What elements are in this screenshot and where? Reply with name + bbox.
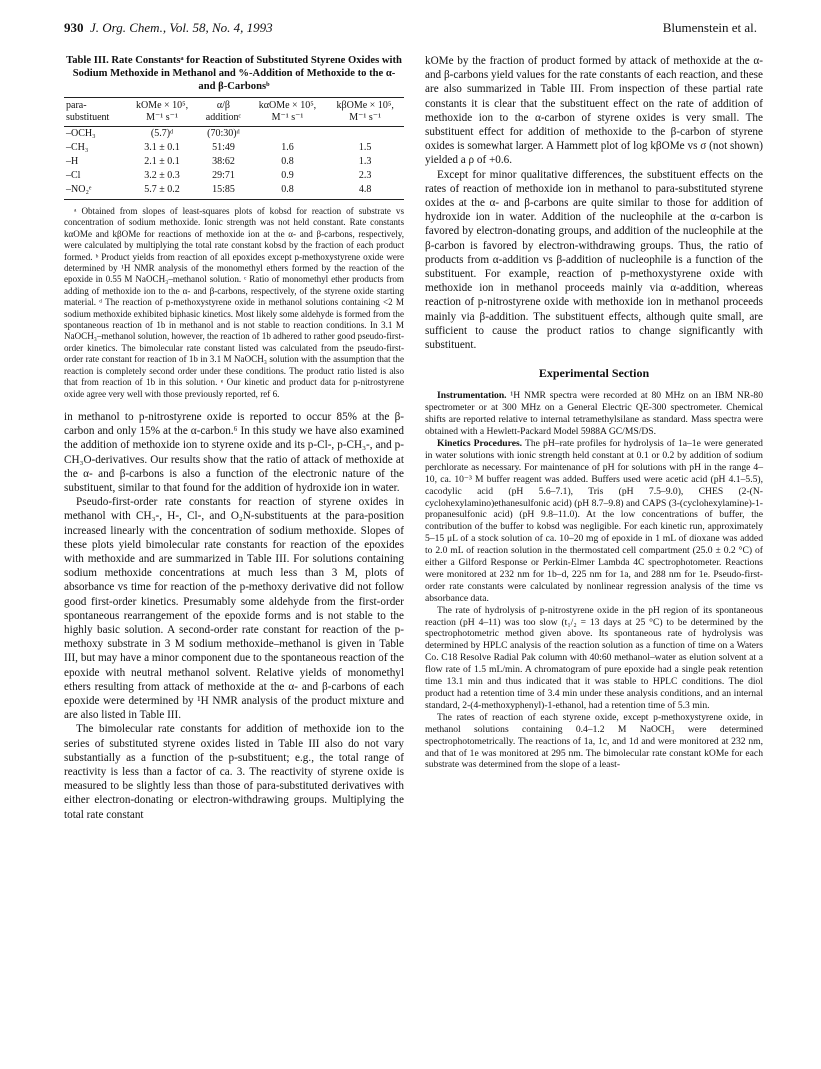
rate-constants-table (64, 97, 404, 200)
table-row (64, 183, 404, 200)
table-caption: Table III. Rate Constantsᵃ for Reaction of Substituted Styrene Oxides with Sodium Methoxide in Methanol and %-Addition of Methoxide to the α- and β-Carbonsᵇ (66, 55, 402, 92)
table-header-cell: kβOMe × 10⁵, M⁻¹ s⁻¹ (326, 98, 404, 127)
table-header-cell: kOMe × 10⁵, M⁻¹ s⁻¹ (126, 98, 199, 127)
paragraph-body: The pH–rate profiles for hydrolysis of 1a–1e were generated in water solutions with ionic strength held constant at 0.1 or 0.2 by addition of sodium perchlorate as necessary. For maintenance of pH for solutions with pH in the range 4–10, ca. 10⁻³ M buffer reagent was added. Buffers used were acetic acid (pH 4.1–5.5), cacodylic acid (pH 5.6–7.1), Tris (pH 7.5–9.0), CHES (2-(N-cyclohexylamino)ethanesulfonic acid) (pH 8.7–9.8) and CAPS (3-(cyclohexylamine)-1-propanesulfonic acid) (pH 9.8–11.0). At the low concentrations of buffer, the contribution of the buffer to kobsd was negligible. For each kinetic run, approximately 5–15 μL of a stock solution of ca. 10–20 mg of epoxide in 1 mL of dioxane was added to 2.0 mL of reaction solution in the thermostated cell compartment (25.0 ± 0.2 °C) of either a Gilford Response or Perkin-Elmer Lambda 4C spectrophotometer. Reactions were monitored at 232 nm for 1b–d, 225 nm for 1a, and 288 nm for 1e. Pseudo-first-order rate constants were calculated by nonlinear regression analysis of the time vs absorbance data. (425, 437, 763, 604)
table-cell: 3.1 ± 0.1 (144, 142, 180, 153)
table-cell: 29:71 (212, 170, 235, 181)
paragraph: Except for minor qualitative differences, the substituent effects on the rates of reaction of methoxide ion in methanol to para-substituted styrene oxides at the α- and β-carbons are quite similar to those for addition of hydroxide ion in water. Addition of the nucleophile at the α-carbon is favored by electron-donating groups, and addition of the nucleophile at the β-carbon is favored by electron-withdrawing groups. Thus, the ratio of products from α-addition vs β-addition of nucleophile is a function of the substituent. For example, reaction of p-methoxystyrene oxide with methoxide ion in methanol proceeds mainly via α-addition, whereas reaction of p-nitrostyrene oxide with methoxide ion in methanol proceeds mainly via β-addition. The substituent effects, although quite small, are sufficient to cause the product ratios to change significantly with substituent. (425, 168, 763, 352)
paragraph (425, 438, 763, 605)
table-cell: 15:85 (198, 183, 248, 200)
table-row (64, 169, 404, 183)
table-row (64, 127, 404, 142)
table-row (64, 155, 404, 169)
running-head (64, 20, 757, 40)
table-cell: 5.7 ± 0.2 (126, 183, 199, 200)
paragraph-body: ¹H NMR spectra were recorded at 80 MHz on an IBM NR-80 spectrometer or at 300 MHz on a General Electric QE-300 spectrometer. Chemical shifts are reported relative to internal tetramethylsilane as standard. Mass spectra were obtained with a Hewlett-Packard Model 5988A GC/MS/DS. (425, 390, 763, 438)
table-header-cell: para-substituent (64, 98, 126, 127)
paragraph-lead: Instrumentation. (437, 390, 507, 402)
running-head-authors: Blumenstein et al. (662, 20, 757, 35)
experimental-text (425, 390, 763, 771)
left-body-text (64, 410, 404, 822)
table-cell: –H (66, 156, 79, 167)
table-header-row (64, 98, 404, 127)
table-cell: 51:49 (212, 142, 235, 153)
journal-name: J. Org. Chem., (90, 20, 167, 35)
table-cell: (5.7)ᵈ (150, 128, 174, 139)
running-head-left (64, 20, 273, 36)
table-cell: –Cl (66, 170, 81, 181)
table-cell: –OCH₃ (66, 128, 96, 139)
paragraph: kOMe by the fraction of product formed by attack of methoxide at the α- and β-carbons yield values for the rate constants of each reaction, and these are also summarized in Table III. From inspection of these partial rate constants it is clear that the substituent effect on the rate of addition of methoxide ion to the α-carbon of styrene oxides is very small. The substituent effect for addition of methoxide to the β-carbon of styrene oxides is somewhat larger. A Hammett plot of log kβOMe vs σ (not shown) yielded a ρ of +0.6. (425, 55, 763, 167)
right-column (425, 54, 763, 771)
table-cell: 0.9 (281, 170, 294, 181)
table-cell: 1.5 (358, 142, 372, 153)
table-cell: 0.8 (281, 156, 294, 167)
table-header-cell: α/β additionᶜ (198, 98, 248, 127)
table-header-cell: kαOMe × 10⁵, M⁻¹ s⁻¹ (249, 98, 327, 127)
page-number: 930 (64, 20, 84, 35)
left-column (64, 54, 404, 822)
table-footnotes: ᵃ Obtained from slopes of least-squares plots of kobsd for reaction of substrate vs concentration of sodium methoxide. Ionic strength was not held constant. Rate constants kαOMe and kβOMe for reactions of methoxide ion at the α- and β-carbons, respectively, were calculated by multiplying the total rate constant kobsd by the fraction of each product formed. ᵇ Product yields from reaction of all epoxides except p-methoxystyrene oxide were determined by ¹H NMR analysis of the monomethyl ethers formed by the reaction of the epoxide in 0.55 M NaOCH₃–methanol solution. ᶜ Ratio of monomethyl ether products from adding of methoxide ion to the α- and β-carbons, respectively, of the styrene oxide starting material. ᵈ The reaction of p-methoxystyrene oxide in methanol solutions containing <2 M sodium methoxide exhibited biphasic kinetics. Most likely some aldehyde is formed from the spontaneous reaction of 1b in methanol and is not stable to reaction conditions. In 3.1 M NaOCH₃–methanol solution, however, the reaction of 1b adhered to rather good pseudo-first-order kinetics. The bimolecular rate constant listed was calculated from the pseudo-first-order rate constant for reaction of 1b in 3.1 M NaOCH₃ solution with the assumption that the reaction is completely second order under these conditions. The product ratio listed is also that from reaction of 1b in this solution. ᵉ Our kinetic and product data for p-nitrostyrene oxide agree very well with those previously reported, ref 6. (64, 206, 404, 399)
table-cell: –CH₃ (66, 142, 89, 153)
table-cell: 2.3 (358, 170, 372, 181)
paragraph-lead: Kinetics Procedures. (437, 437, 523, 449)
paragraph: The rates of reaction of each styrene oxide, except p-methoxystyrene oxide, in methanol solutions containing 0.4–1.2 M NaOCH₃ were determined spectrophotometrically. The reactions of 1a, 1c, and 1d and were monitored at 232 nm, and that of 1e was monitored at 295 nm. The bimolecular rate constant kOMe for each substrate was determined from the slope of a least- (425, 711, 763, 771)
table-cell (249, 127, 327, 142)
paragraph: The rate of hydrolysis of p-nitrostyrene oxide in the pH region of its spontaneous reaction (pH 4–11) was too slow (t₁/₂ = 13 days at 25 °C) to be determined by the spectrophotometric method given above. Its spontaneous rate of hydrolysis was determined by HPLC analysis of the reaction solution as a function of time on a Waters Co. C18 Resolve Radial Pak column with 40:60 methanol–water as elution solvent at a flow rate of 1.5 mL/min. A chromatogram of pure epoxide had a single peak retention time 13.1 min and thus indicated that it was stable to HPLC conditions. The diol product had a retention time of 3.4 min under these analysis conditions, and an internal standard, 2-(4-methoxyphenyl)-1-ethanol, had a retention time of 5.3 min. (425, 604, 763, 711)
table-cell: (70:30)ᵈ (207, 128, 240, 139)
table-cell: 2.1 ± 0.1 (144, 156, 180, 167)
table-cell: 3.2 ± 0.3 (144, 170, 180, 181)
paragraph: Pseudo-first-order rate constants for reaction of styrene oxides in methanol with CH₃-, H-, Cl-, and O₂N-substituents at the para-position increased linearly with the concentration of sodium methoxide. Slopes of these plots yield bimolecular rate constants for reaction of the epoxides with methoxide and are summarized in Table III. For solutions containing sodium methoxide concentrations at much less than 3 M, plots of absorbance vs time for reaction of the p-methoxy derivative did not follow good first-order kinetics. Presumably some aldehyde from the first-order spontaneous rearrangement of the epoxide forms and is not stable to the highly basic solution. A second-order rate constant for reaction of the p-methoxy substrate in 3 M sodium methoxide–methanol is given in Table III, but may have a minor component due to the spontaneous reaction of the epoxide with neutral methanol solvent. Relative yields of monomethyl ethers resulting from attack of methoxide at the α- and β-carbons of each epoxide were determined by ¹H NMR analysis of the product mixture and are also listed in Table III. (64, 496, 404, 722)
paragraph: in methanol to p-nitrostyrene oxide is reported to occur 85% at the β-carbon and only 15% at the α-carbon.⁶ In this study we have also examined the addition of methoxide ion to styrene oxide and its p-Cl-, p-CH₃-, and p-CH₃O-derivatives. Our results show that the ratio of attack of methoxide at the α- and β-carbons is also a function of the electronic nature of the substituent, similar to that found for the addition of hydroxide ion in water. (64, 410, 404, 494)
table-cell: –NO₂ᵉ (64, 183, 126, 200)
journal-volume: Vol. 58, No. 4, 1993 (169, 20, 273, 35)
section-heading: Experimental Section (538, 366, 650, 381)
table-cell: 38:62 (212, 156, 235, 167)
right-body-text (425, 54, 763, 352)
table-cell: 0.8 (249, 183, 327, 200)
paragraph (425, 390, 763, 438)
table-cell: 1.6 (281, 142, 294, 153)
table-row (64, 141, 404, 155)
table-cell: 4.8 (326, 183, 404, 200)
table-cell (326, 127, 404, 142)
table-cell: 1.3 (358, 156, 372, 167)
paragraph: The bimolecular rate constants for addition of methoxide ion to the series of substituted styrene oxides listed in Table III also do not vary substantially as a function of the p-substituent; e.g., the total range of reactivity is less than a factor of ca. 3. The reactivity of styrene oxide is measured to be slightly less than those of para-substituted derivatives with either electron-donating or electron-withdrawing groups. Multiplying the total rate constant (64, 723, 404, 821)
